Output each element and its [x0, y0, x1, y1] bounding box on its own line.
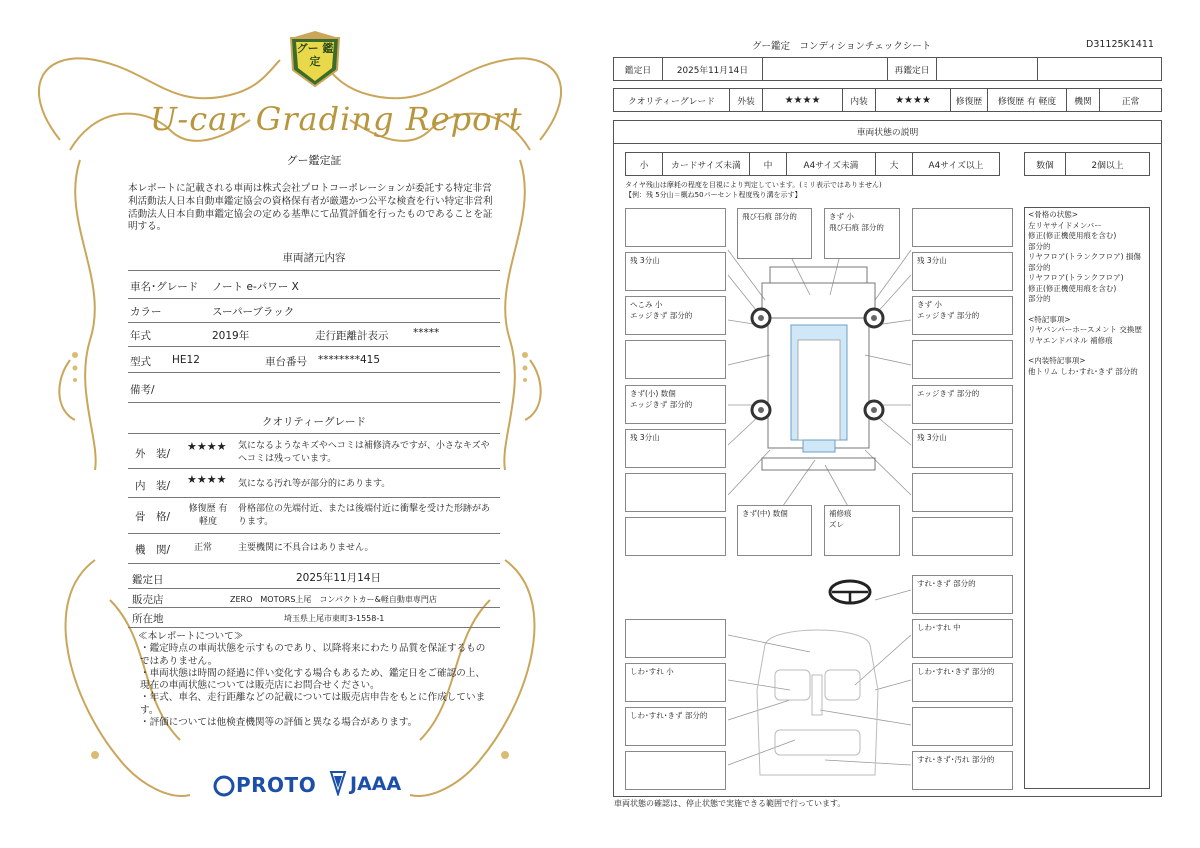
- legend-small: 小: [625, 152, 663, 176]
- legend-medium-desc: A4サイズ未満: [786, 152, 876, 176]
- frame-status-line: リヤフロア(トランクフロア): [1028, 273, 1124, 282]
- interior-note-box: しわ･すれ･きず 部分的: [625, 707, 726, 746]
- exterior-note-box: 残 3分山: [625, 429, 726, 468]
- exterior-note-box: [912, 208, 1013, 247]
- interior-note-box: [625, 751, 726, 790]
- spec-year-label: 年式: [130, 330, 151, 342]
- frame-status-line: 部分的: [1028, 241, 1051, 251]
- address-label: 所在地: [132, 613, 164, 625]
- quality-interior-label: 内 装/: [135, 480, 171, 492]
- quality-section-title: クオリティーグレード: [262, 416, 366, 428]
- certificate-text: 本レポートに記載される車両は株式会社プロトコーポレーションが委託する特定非営利活動法人日本自動車鑑定協会の資格保有者が厳選かつ公平な検査を行い特定非営利活動法人日本自動車鑑定協会の定める基準にて品質評価を行ったものであることを証明する。: [128, 183, 493, 233]
- interior-note-box: すれ･きず･汚れ 部分的: [912, 751, 1013, 790]
- quality-frame-grade: 修復歴 有 軽度: [188, 504, 228, 527]
- interior-note-box: [625, 619, 726, 658]
- badge-label: グー 鑑定: [296, 42, 334, 68]
- exterior-note-box: [912, 517, 1013, 556]
- exterior-note-box: へこみ 小 エッジきず 部分的: [625, 296, 726, 335]
- exterior-note-box: 補修痕 ズレ: [824, 505, 900, 556]
- tire-note: タイヤ残山は摩耗の程度を目視により判定しています。(ミリ表示ではありません): [625, 181, 882, 189]
- reappraisal-date-label: 再鑑定日: [887, 57, 937, 81]
- frame-status-line: 左リヤサイドメンバー: [1028, 220, 1102, 230]
- interior-notes-title: <内装特記事項>: [1028, 356, 1086, 365]
- spec-model-value: HE12: [172, 354, 200, 366]
- reappraisal-date-value: [936, 57, 1038, 81]
- dealer-label: 販売店: [132, 594, 164, 606]
- exterior-note-box: エッジきず 部分的: [912, 385, 1013, 424]
- legend-count-desc: 2個以上: [1065, 152, 1150, 176]
- spec-chassis-label: 車台番号: [265, 356, 307, 368]
- note-item: ・鑑定時点の車両状態を示すものであり、以降将来にわたり品質を保証するものではありません。: [140, 643, 486, 667]
- spec-color-value: スーパーブラック: [212, 306, 295, 318]
- quality-exterior-label: 外 装/: [135, 448, 171, 460]
- engine-label: 機関: [1066, 88, 1100, 112]
- appraisal-date-value: 2025年11月14日: [662, 57, 763, 81]
- frame-status-line: 部分的: [1028, 294, 1051, 303]
- interior-grade: ★★★★: [875, 88, 951, 112]
- engine-value: 正常: [1099, 88, 1162, 112]
- frame-status-line: 修正(修正機使用痕を含む): [1028, 283, 1117, 293]
- spec-chassis-value: ********415: [318, 354, 381, 366]
- spec-mileage-value: *****: [413, 327, 440, 339]
- exterior-note-box: [625, 208, 726, 247]
- date-empty-cell: [762, 57, 888, 81]
- repair-history-label: 修復歴: [950, 88, 988, 112]
- legend-count: 数個: [1024, 152, 1066, 176]
- quality-interior-desc: 気になる汚れ等が部分的にあります。: [238, 479, 391, 489]
- document-id: D31125K1411: [1086, 39, 1154, 50]
- dealer-value: ZERO MOTORS上尾 コンパクトカー&軽自動車専門店: [230, 595, 437, 604]
- exterior-note-box: [625, 340, 726, 379]
- proto-logo: PROTO: [236, 773, 317, 797]
- notes-title: ≪本レポートについて≫: [138, 631, 244, 642]
- spec-remarks-label: 備考/: [130, 384, 155, 396]
- note-item: ・評価については他検査機関等の評価と異なる場合があります。: [140, 717, 418, 729]
- report-title: U-car Grading Report: [150, 100, 523, 138]
- special-notes-line: リヤバンパーホースメント 交換歴: [1028, 325, 1142, 334]
- interior-note-box: [912, 707, 1013, 746]
- interior-note-box: しわ･すれ･きず 部分的: [912, 663, 1013, 702]
- interior-label: 内装: [842, 88, 876, 112]
- exterior-note-box: きず 小 飛び石痕 部分的: [824, 208, 900, 259]
- frame-status-title: <骨格の状態>: [1028, 210, 1079, 219]
- appraisal-date-value: 2025年11月14日: [296, 572, 381, 584]
- exterior-note-box: きず(小) 数個 エッジきず 部分的: [625, 385, 726, 424]
- quality-engine-desc: 主要機関に不具合はありません。: [238, 543, 374, 553]
- quality-interior-grade: ★★★★: [187, 473, 227, 486]
- quality-exterior-desc: 気になるようなキズやヘコミは補修済みですが、小さなキズやヘコミは残っています。: [238, 441, 490, 464]
- spec-model-label: 型式: [130, 356, 151, 368]
- address-value: 埼玉県上尾市東町3-1558-1: [284, 614, 385, 623]
- exterior-note-box: 飛び石痕 部分的: [737, 208, 812, 259]
- spec-name-value: ノート e-パワー X: [212, 281, 299, 293]
- frame-status-line: 部分的: [1028, 262, 1051, 272]
- footer-note: 車両状態の確認は、停止状態で実施できる範囲で行っています。: [614, 799, 846, 808]
- quality-frame-desc: 骨格部位の先端付近、または後端付近に衝撃を受けた形跡があります。: [238, 504, 491, 527]
- quality-grade-label: クオリティーグレード: [613, 88, 730, 112]
- interior-note-box: しわ･すれ 小: [625, 663, 726, 702]
- jaaa-logo: JAAA: [350, 773, 402, 795]
- interior-note-box: すれ･きず 部分的: [912, 575, 1013, 614]
- exterior-grade: ★★★★: [762, 88, 843, 112]
- quality-engine-label: 機 関/: [135, 544, 171, 556]
- exterior-note-box: 残 3分山: [625, 252, 726, 291]
- frame-status-line: リヤフロア(トランクフロア) 損傷: [1028, 252, 1141, 261]
- certificate-heading: グー鑑定証: [286, 154, 342, 167]
- spec-section-title: 車両諸元内容: [282, 252, 346, 264]
- exterior-note-box: [912, 340, 1013, 379]
- remarks-panel-content: [1028, 210, 1148, 377]
- exterior-label: 外装: [729, 88, 763, 112]
- spec-year-value: 2019年: [212, 330, 250, 342]
- spec-mileage-label: 走行距離計表示: [315, 330, 389, 342]
- exterior-note-box: きず 小 エッジきず 部分的: [912, 296, 1013, 335]
- exterior-note-box: きず(中) 数個: [737, 505, 812, 556]
- repair-history-value: 修復歴 有 軽度: [987, 88, 1067, 112]
- legend-large: 大: [875, 152, 913, 176]
- quality-frame-label: 骨 格/: [135, 511, 171, 523]
- interior-note-box: しわ･すれ 中: [912, 619, 1013, 658]
- quality-engine-grade: 正常: [194, 543, 213, 553]
- legend-large-desc: A4サイズ以上: [912, 152, 1000, 176]
- legend-medium: 中: [749, 152, 787, 176]
- appraisal-date-label: 鑑定日: [132, 574, 164, 586]
- condition-title: 車両状態の説明: [613, 120, 1162, 144]
- exterior-note-box: 残 3分山: [912, 429, 1013, 468]
- legend-small-desc: カードサイズ未満: [662, 152, 750, 176]
- quality-exterior-grade: ★★★★: [187, 440, 227, 453]
- tire-note-example: 【例：残 5分山＝概ね50パーセント程度残り溝を示す】: [625, 191, 802, 199]
- interior-notes-line: 他トリム しわ･すれ･きず 部分的: [1028, 366, 1138, 376]
- special-notes-line: リヤエンドパネル 補修痕: [1028, 335, 1113, 345]
- exterior-note-box: [625, 517, 726, 556]
- sheet-title: グー鑑定 コンディションチェックシート: [752, 41, 932, 52]
- note-item: ・年式、車名、走行距離などの記載については販売店申告をもとに作成しています。: [140, 692, 486, 716]
- exterior-note-box: 残 3分山: [912, 252, 1013, 291]
- exterior-note-box: [625, 473, 726, 512]
- special-notes-title: <特記事項>: [1028, 314, 1071, 324]
- spec-color-label: カラー: [130, 306, 162, 318]
- exterior-note-box: [912, 473, 1013, 512]
- spec-name-label: 車名･グレード: [130, 281, 199, 293]
- appraisal-date-label: 鑑定日: [613, 57, 663, 81]
- note-item: ・車両状態は時間の経過に伴い変化する場合もあるため、鑑定日をご確認の上、現在の車両状態については販売店にお問合せください。: [140, 667, 485, 692]
- frame-status-line: 修正(修正機使用痕を含む): [1028, 231, 1117, 240]
